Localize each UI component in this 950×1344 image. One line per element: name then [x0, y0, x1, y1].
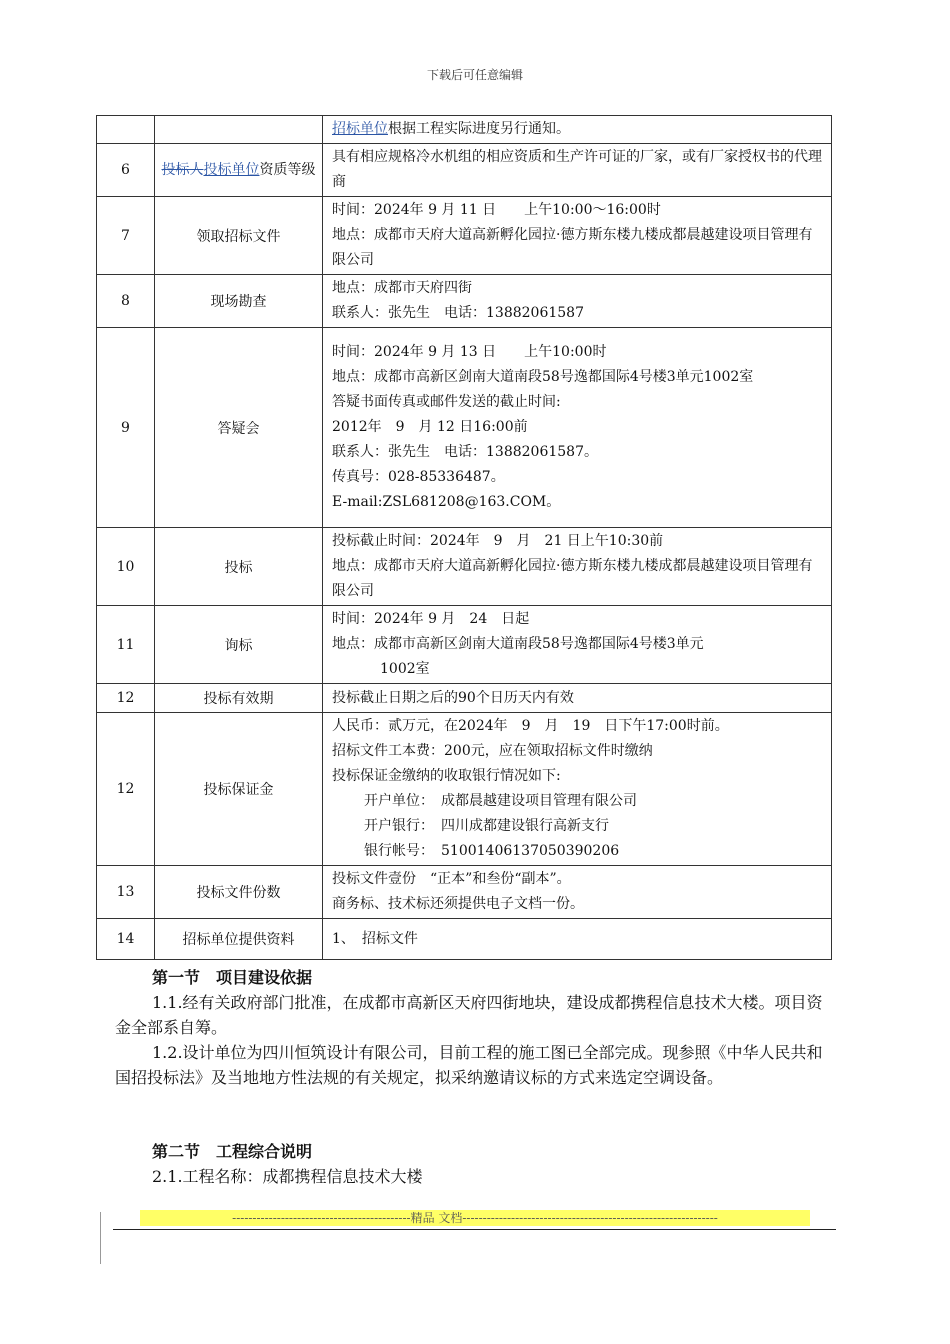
desc-line: 联系人：张先生 电话：13882061587。: [332, 444, 598, 460]
bid-info-table: [96, 115, 832, 960]
table-row: [97, 144, 832, 197]
row-item: 答疑会: [155, 328, 323, 528]
page-footer: --------------------------------------------精品 文档---------------------------------------------------------------: [232, 1211, 718, 1225]
desc-line: 地点：成都市高新区剑南大道南段58号逸都国际4号楼3单元1002室: [332, 369, 754, 385]
table-row: [97, 866, 832, 919]
desc-line: 1002室: [380, 661, 430, 677]
section-1: [115, 966, 835, 1090]
row-item: 现场勘查: [155, 275, 323, 328]
row-item: 投标保证金: [155, 713, 323, 866]
row-item: [155, 144, 323, 197]
row-desc: [323, 328, 832, 528]
desc-line: 地点：成都市天府大道高新孵化园拉·德方斯东楼九楼成都晨越建设项目管理有限公司: [332, 227, 813, 268]
row-desc: [323, 866, 832, 919]
desc-line: 人民币：贰万元，在2024年 9 月 19 日下午17:00时前。: [332, 718, 729, 734]
desc-line: 答疑书面传真或邮件发送的截止时间:: [332, 394, 561, 410]
row-num: 8: [97, 275, 155, 328]
row-item: 投标: [155, 528, 323, 606]
section-title: 第二节 工程综合说明: [152, 1142, 313, 1161]
desc-line: 时间：2024年 9 月 11 日 上午10:00～16:00时: [332, 202, 661, 218]
table-row: [97, 275, 832, 328]
desc-line: 地点：成都市高新区剑南大道南段58号逸都国际4号楼3单元: [332, 636, 704, 652]
row-desc: [323, 275, 832, 328]
desc-line: 开户银行： 四川成都建设银行高新支行: [364, 818, 609, 834]
paragraph: 1.1.经有关政府部门批准，在成都市高新区天府四街地块，建设成都携程信息技术大楼。项目资金全部系自筹。: [115, 993, 823, 1037]
table-row: [97, 919, 832, 960]
page-header: 下载后可任意编辑: [426, 68, 523, 82]
desc-line: 时间：2024年 9 月 24 日起: [332, 611, 530, 627]
footer-rule: [113, 1229, 836, 1230]
desc-line: 投标保证金缴纳的收取银行情况如下:: [332, 768, 561, 784]
row-desc: [323, 606, 832, 684]
table-row: [97, 684, 832, 713]
table-row: [97, 116, 832, 144]
table-row: [97, 528, 832, 606]
row-desc: [323, 713, 832, 866]
row-desc: [323, 684, 832, 713]
row-item: [155, 116, 323, 144]
row-item: 询标: [155, 606, 323, 684]
desc-line: 投标文件壹份 “正本”和叁份“副本”。: [332, 871, 571, 887]
row-item: 投标文件份数: [155, 866, 323, 919]
tracked-change-insert: 投标单位: [203, 161, 260, 178]
tracked-change-delete: 投标人: [161, 161, 204, 178]
desc-line: 投标截止时间：2024年 9 月 21 日上午10:30前: [332, 533, 664, 549]
desc-line: 地点：成都市天府大道高新孵化园拉·德方斯东楼九楼成都晨越建设项目管理有限公司: [332, 558, 813, 599]
row-desc-text: 根据工程实际进度另行通知。: [388, 121, 570, 137]
row-num: 6: [97, 144, 155, 197]
desc-line: 商务标、技术标还须提供电子文档一份。: [332, 896, 584, 912]
row-item: 投标有效期: [155, 684, 323, 713]
desc-line: 1、 招标文件: [332, 930, 418, 947]
row-item: 招标单位提供资料: [155, 919, 323, 960]
margin-mark: [100, 1212, 101, 1264]
row-num: 12: [97, 713, 155, 866]
row-desc: [323, 144, 832, 197]
row-desc: [323, 197, 832, 275]
desc-line: 联系人：张先生 电话：13882061587: [332, 305, 584, 321]
desc-line: 时间：2024年 9 月 13 日 上午10:00时: [332, 344, 607, 360]
row-num: 7: [97, 197, 155, 275]
desc-line: 开户单位： 成都晨越建设项目管理有限公司: [364, 793, 637, 809]
row-desc: [323, 919, 832, 960]
desc-line: 招标文件工本费：200元，应在领取招标文件时缴纳: [332, 743, 653, 759]
desc-line: 传真号：028-85336487。: [332, 469, 505, 485]
section-2: [115, 1140, 835, 1189]
row-num: 11: [97, 606, 155, 684]
row-num: 14: [97, 919, 155, 960]
row-item-text: 资质等级: [259, 161, 316, 178]
paragraph: 1.2.设计单位为四川恒筑设计有限公司，目前工程的施工图已全部完成。现参照《中华人民共和国招投标法》及当地地方性法规的有关规定，拟采纳邀请议标的方式来选定空调设备。: [115, 1043, 823, 1087]
row-item: 领取招标文件: [155, 197, 323, 275]
desc-line: 银行帐号： 5100140613705039020​6: [364, 843, 620, 859]
row-desc: [323, 116, 832, 144]
section-title: 第一节 项目建设依据: [152, 968, 313, 987]
desc-line: E-mail:ZSL681208@163.COM。: [332, 494, 561, 510]
table-row: [97, 197, 832, 275]
table-row: [97, 606, 832, 684]
desc-line: 地点：成都市天府四街: [332, 280, 472, 296]
row-num: [97, 116, 155, 144]
table-row: [97, 328, 832, 528]
desc-line: 具有相应规格冷水机组的相应资质和生产许可证的厂家，或有厂家授权书的代理商: [332, 149, 822, 190]
desc-line: 投标截止日期之后的90个日历天内有效: [332, 689, 574, 706]
paragraph: 2.1.工程名称：成都携程信息技术大楼: [152, 1167, 423, 1186]
row-num: 12: [97, 684, 155, 713]
row-num: 9: [97, 328, 155, 528]
row-num: 13: [97, 866, 155, 919]
row-num: 10: [97, 528, 155, 606]
row-desc: [323, 528, 832, 606]
table-row: [97, 713, 832, 866]
desc-line: 2012年 9 月 12 日16:00前: [332, 419, 528, 435]
tracked-change-insert: 招标单位: [332, 121, 388, 137]
